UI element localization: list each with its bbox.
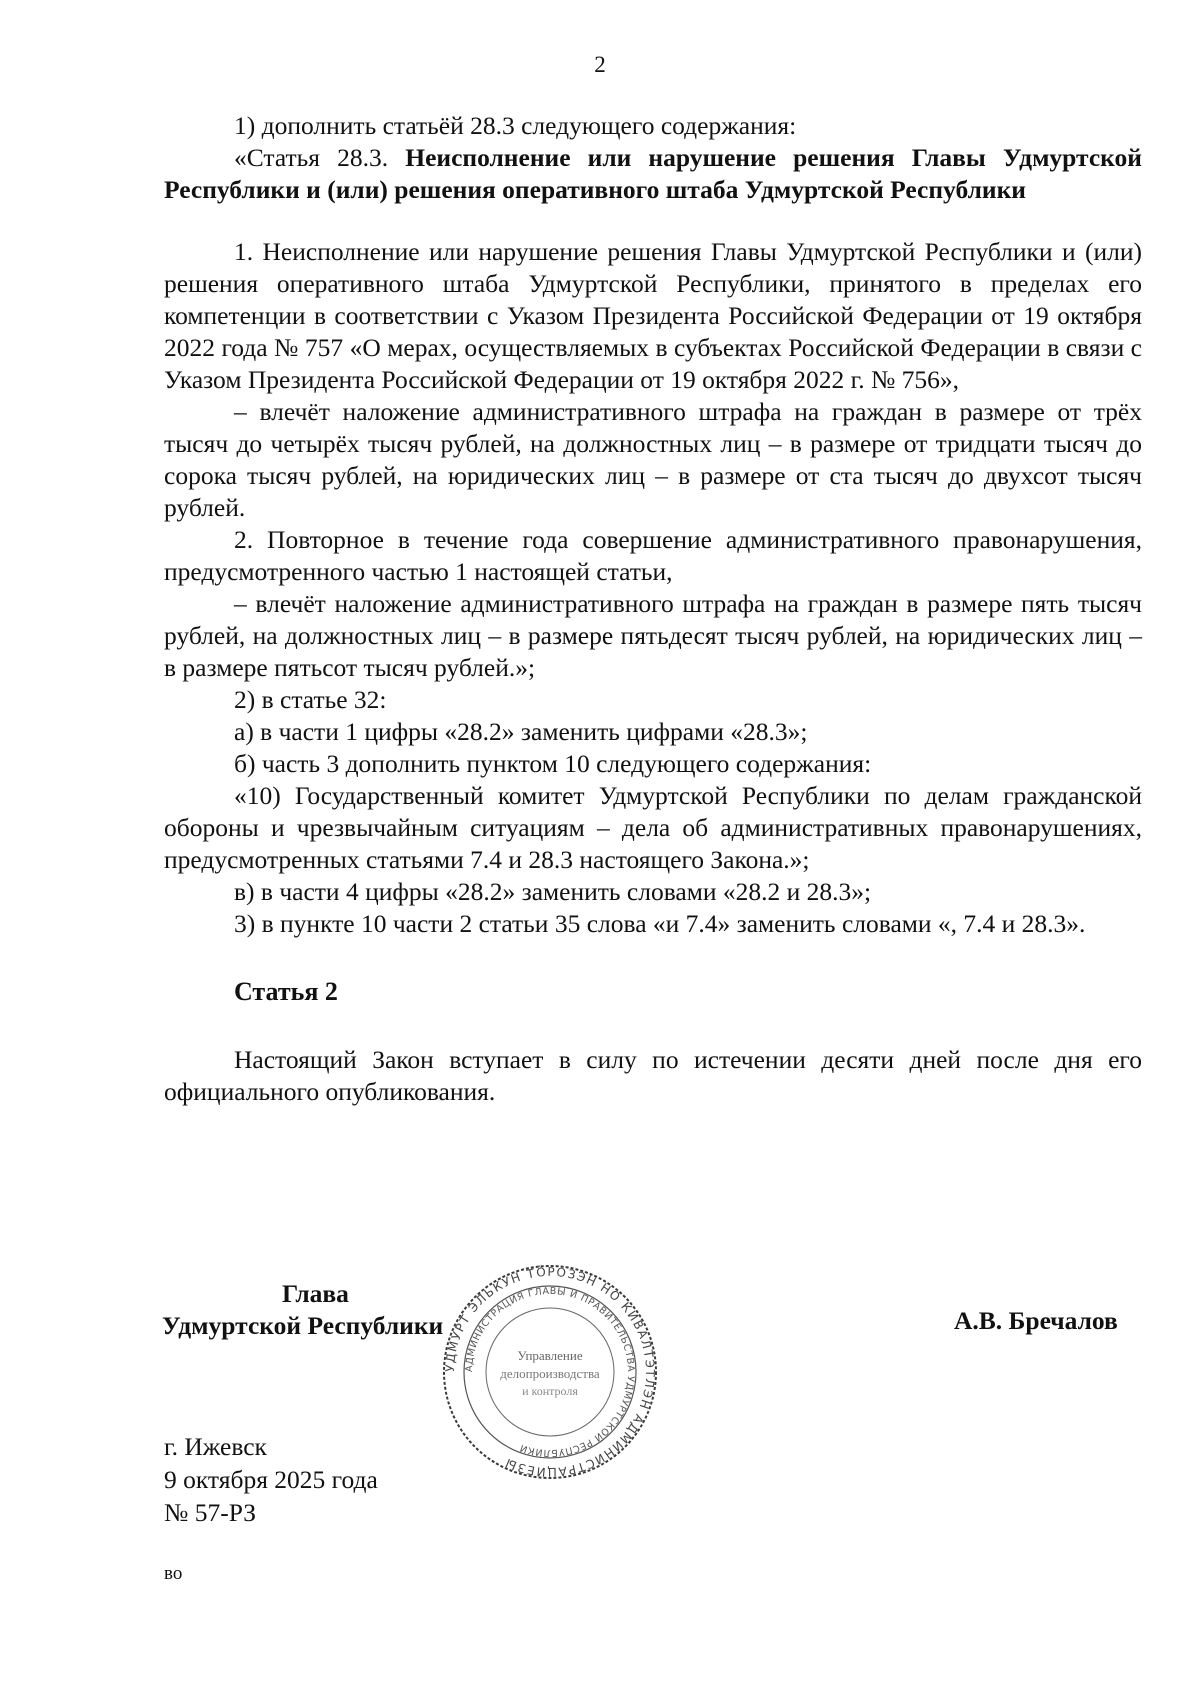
article-2-heading: Статья 2 — [234, 977, 338, 1006]
paragraph-1: 1) дополнить статьёй 28.3 следующего содержания: — [234, 111, 797, 140]
paragraph-part-2: 2. Повторное в течение года совершение административного правонарушения, предусмотренного частью 1 настоящей статьи, — [164, 525, 1142, 586]
stamp-center-line2: делопроизводства — [500, 1366, 600, 1381]
signature-title-line1: Глава — [282, 1279, 349, 1308]
spacer — [164, 1008, 1142, 1044]
paragraph-item-a: а) в части 1 цифры «28.2» заменить цифрами «28.3»; — [234, 717, 808, 746]
law-number: № 57-РЗ — [164, 1498, 256, 1527]
signature-name: А.В. Бречалов — [954, 1306, 1118, 1335]
paragraph-penalty-2: – влечёт наложение административного штрафа на граждан в размере пять тысяч рублей, на должностных лиц – в размере пятьдесят тысяч рублей, на юридических лиц – в размере пятьсот тысяч рублей.»; — [164, 589, 1142, 682]
issue-date: 9 октября 2025 года — [164, 1465, 378, 1494]
paragraph-item-b: б) часть 3 дополнить пунктом 10 следующего содержания: — [234, 749, 872, 778]
paragraph-item-3: 3) в пункте 10 части 2 статьи 35 слова «и 7.4» заменить словами «, 7.4 и 28.3». — [234, 909, 1086, 938]
stamp-inner-text: АДМИНИСТРАЦИЯ ГЛАВЫ И ПРАВИТЕЛЬСТВА УДМУРТСКОЙ РЕСПУБЛИКИ — [463, 1285, 637, 1459]
page-number: 2 — [594, 52, 606, 77]
issue-place: г. Ижевск — [164, 1432, 267, 1461]
spacer — [164, 940, 1142, 976]
official-stamp-icon — [440, 1262, 660, 1482]
spacer — [164, 206, 1142, 236]
signature-title-line2: Удмуртской Республики — [162, 1311, 444, 1340]
stamp-center-line1: Управление — [517, 1348, 583, 1363]
footer-mark: во — [164, 1563, 183, 1584]
article-28-3-title: Неисполнение или нарушение решения Главы Удмуртской Республики и (или) решения оперативного штаба Удмуртской Республики — [164, 143, 1142, 204]
article-28-3-prefix: «Статья 28.3. — [234, 143, 406, 172]
issue-details — [164, 1430, 378, 1529]
document-body — [164, 110, 1142, 1108]
article-28-3-heading — [164, 142, 1142, 206]
stamp-center-line3: и контроля — [522, 1384, 578, 1398]
paragraph-article-32: 2) в статье 32: — [234, 685, 387, 714]
paragraph-part-1: 1. Неисполнение или нарушение решения Главы Удмуртской Республики и (или) решения оперативного штаба Удмуртской Республики, принятого в пределах его компетенции в соответствии с Указом Президента Российской Федерации от 19 октября 2022 года № 757 «О мерах, осуществляемых в субъектах Российской Федерации в связи с Указом Президента Российской Федерации от 19 октября 2022 г. № 756», — [164, 237, 1142, 394]
paragraph-penalty-1: – влечёт наложение административного штрафа на граждан в размере от трёх тысяч до четырёх тысяч рублей, на должностных лиц – в размере от тридцати тысяч до сорока тысяч рублей, на юридических лиц – в размере от ста тысяч до двухсот тысяч рублей. — [164, 397, 1142, 522]
paragraph-item-10: «10) Государственный комитет Удмуртской Республики по делам гражданской обороны и чрезвычайным ситуациям – дела об административных правонарушениях, предусмотренных статьями 7.4 и 28.3 настоящего Закона.»; — [164, 781, 1142, 874]
article-2-text: Настоящий Закон вступает в силу по истечении десяти дней после дня его официального опубликования. — [164, 1045, 1142, 1106]
paragraph-item-v: в) в части 4 цифры «28.2» заменить словами «28.2 и 28.3»; — [234, 877, 872, 906]
stamp-outer-text: УДМУРТ ЭЛЬКУН ТӦРОЗЭН НО КИВАЛТЭТЛЭН АДМИНИСТРАЦИЕЗЫ — [442, 1264, 658, 1480]
